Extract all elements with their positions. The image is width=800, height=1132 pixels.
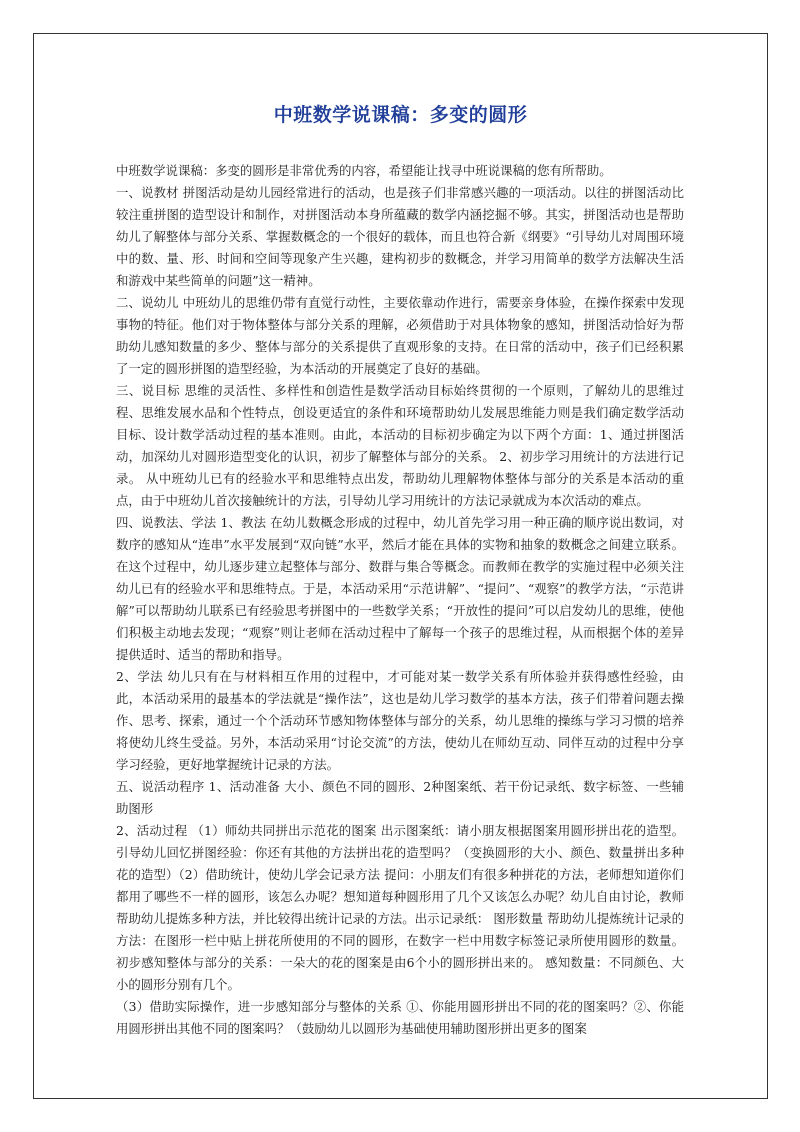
paragraph-preparation: 五、说活动程序 1、活动准备 大小、颜色不同的圆形、2种图案纸、若干份记录纸、数字标签、一些辅助图形 [116,779,684,816]
document-body [116,160,684,1040]
paragraph-process: 2、活动过程 （1）师幼共同拼出示范花的图案 出示图案纸：请小朋友根据图案用圆形拼出花的造型。 引导幼儿回忆拼图经验：你还有其他的方法拼出花的造型吗？（变换圆形的大小、颜色、数量拼出多种花的造型）（2）借助统计，使幼儿学会记录方法 提问：小朋友们有很多种拼花的方法，老师想知道你们都用了哪些不一样的圆形，该怎么办呢？想知道每种圆形用了几个又该怎么办呢？幼儿自由讨论，教师帮助幼儿提炼多种方法，并比较得出统计记录的方法。出示记录纸： 图形数量 帮助幼儿提炼统计记录的方法：在图形一栏中贴上拼花所使用的不同的圆形，在数字一栏中用数字标签记录所使用圆形的数量。 初步感知整体与部分的关系：一朵大的花的图案是由6个小的圆形拼出来的。 感知数量：不同颜色、大小的圆形分别有几个。 [116,823,684,992]
paragraph-intro: 中班数学说课稿：多变的圆形是非常优秀的内容，希望能让找寻中班说课稿的您有所帮助。 [116,163,612,178]
document-title: 中班数学说课稿：多变的圆形 [273,104,528,126]
paragraph-goals: 三、说目标 思维的灵活性、多样性和创造性是数学活动目标始终贯彻的一个原则，了解幼儿的思维过程、思维发展水品和个性特点，创设更适宜的条件和环境帮助幼儿发展思维能力则是我们确定数学活动目标、设计数学活动过程的基本准则。由此，本活动的目标初步确定为以下两个方面：1、通过拼图活动，加深幼儿对圆形造型变化的认识，初步了解整体与部分的关系。 2、初步学习用统计的方法进行记录。 从中班幼儿已有的经验水平和思维特点出发，帮助幼儿理解物体整体与部分的关系是本活动的重点，由于中班幼儿首次接触统计的方法，引导幼儿学习用统计的方法记录就成为本次活动的难点。 [116,383,684,508]
paragraph-learning-method: 2、学法 幼儿只有在与材料相互作用的过程中，才可能对某一数学关系有所体验并获得感性经验，由此，本活动采用的最基本的学法就是“操作法”，这也是幼儿学习数学的基本方法，孩子们带着问题去操作、思考、探索，通过一个个活动环节感知物体整体与部分的关系，幼儿思维的操练与学习习惯的培养将使幼儿终生受益。另外，本活动采用“讨论交流”的方法，使幼儿在师幼互动、同伴互动的过程中分享学习经验，更好地掌握统计记录的方法。 [116,669,684,772]
paragraph-textbook: 一、说教材 拼图活动是幼儿园经常进行的活动，也是孩子们非常感兴趣的一项活动。以往的拼图活动比较注重拼图的造型设计和制作，对拼图活动本身所蕴藏的数学内涵挖掘不够。其实，拼图活动也是帮助幼儿了解整体与部分关系、掌握数概念的一个很好的载体，而且也符合新《纲要》“引导幼儿对周围环境中的数、量、形、时间和空间等现象产生兴趣，建构初步的数概念，并学习用简单的数学方法解决生活和游戏中某些简单的问题”这一精神。 [116,185,684,288]
paragraph-children: 二、说幼儿 中班幼儿的思维仍带有直觉行动性，主要依靠动作进行，需要亲身体验，在操作探索中发现事物的特征。他们对于物体整体与部分关系的理解，必须借助于对具体物象的感知，拼图活动恰好为帮助幼儿感知数量的多少、整体与部分的关系提供了直观形象的支持。在日常的活动中，孩子们已经积累了一定的圆形拼图的造型经验，为本活动的开展奠定了良好的基础。 [116,295,684,376]
paragraph-teaching-method: 四、说教法、学法 1、教法 在幼儿数概念形成的过程中，幼儿首先学习用一种正确的顺序说出数词，对数序的感知从“连串”水平发展到“双向链”水平，然后才能在具体的实物和抽象的数概念之间建立联系。在这个过程中，幼儿逐步建立起整体与部分、数群与集合等概念。而教师在教学的实施过程中必须关注幼儿已有的经验水平和思维特点。于是，本活动采用“示范讲解”、“提问”、“观察”的教学方法，“示范讲解”可以帮助幼儿联系已有经验思考拼图中的一些数学关系；“开放性的提问”可以启发幼儿的思维，使他们积极主动地去发现；“观察”则让老师在活动过程中了解每一个孩子的思维过程，从而根据个体的差异提供适时、适当的帮助和指导。 [116,515,684,662]
paragraph-practice: （3）借助实际操作，进一步感知部分与整体的关系 ①、你能用圆形拼出不同的花的图案吗？②、你能用圆形拼出其他不同的图案吗？（鼓励幼儿以圆形为基础使用辅助图形拼出更多的图案 [116,999,684,1036]
